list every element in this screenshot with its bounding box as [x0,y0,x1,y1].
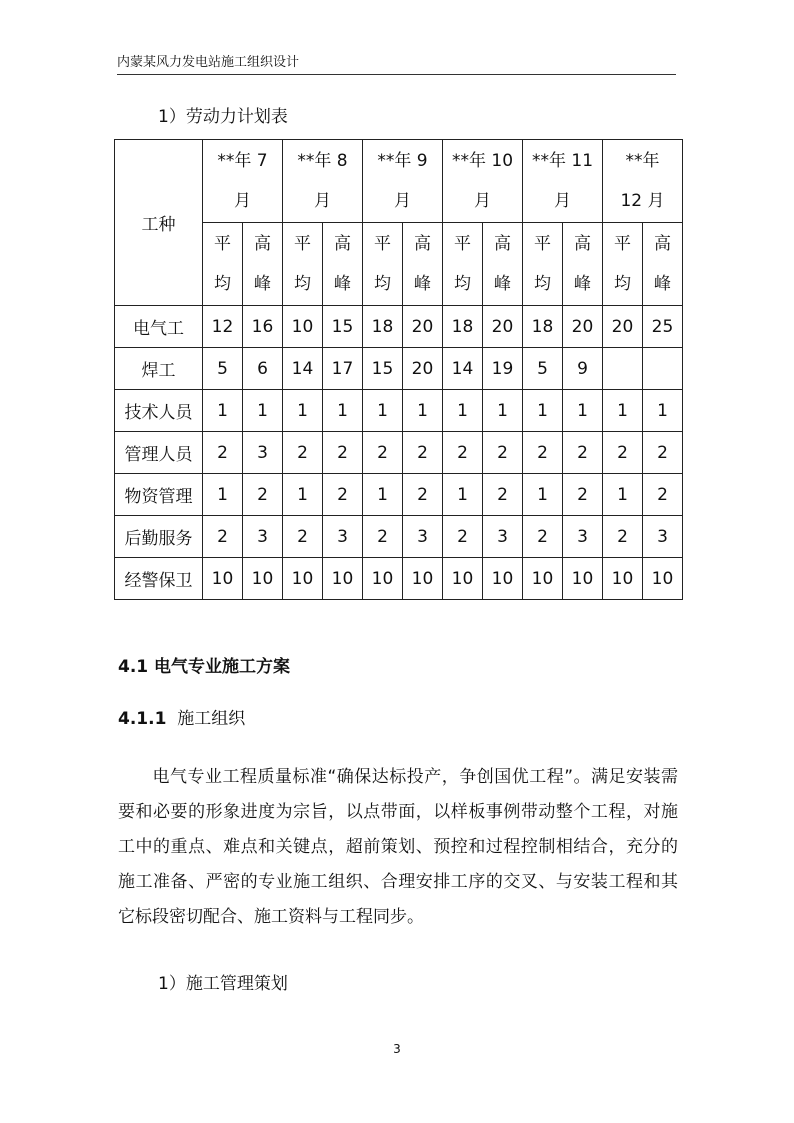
value-cell: 2 [283,516,323,558]
value-cell: 2 [203,516,243,558]
value-cell: 2 [483,474,523,516]
month-header: **年 7 月 [203,140,283,223]
labor-table-body [115,306,683,600]
value-cell: 1 [643,390,683,432]
avg-header: 平 均 [203,223,243,306]
value-cell: 10 [363,558,403,600]
header-title: 内蒙某风力发电站施工组织设计 [117,55,300,70]
value-cell: 1 [403,390,443,432]
value-cell: 10 [643,558,683,600]
value-cell: 3 [323,516,363,558]
value-cell: 20 [483,306,523,348]
value-cell: 2 [603,432,643,474]
value-cell: 2 [643,432,683,474]
avg-header: 平 均 [603,223,643,306]
table-row [115,558,683,600]
peak-header: 高 峰 [323,223,363,306]
running-header [117,55,676,75]
value-cell: 2 [363,432,403,474]
table-row [115,348,683,390]
value-cell: 15 [363,348,403,390]
value-cell: 1 [523,390,563,432]
value-cell: 2 [203,432,243,474]
value-cell: 20 [403,306,443,348]
value-cell: 2 [403,474,443,516]
value-cell: 1 [443,474,483,516]
value-cell: 1 [483,390,523,432]
worker-type-cell: 电气工 [115,306,203,348]
value-cell: 10 [443,558,483,600]
page-number: 3 [393,1042,401,1056]
worker-type-cell: 焊工 [115,348,203,390]
value-cell: 12 [203,306,243,348]
worker-type-cell: 物资管理 [115,474,203,516]
value-cell: 1 [563,390,603,432]
corner-cell: 工种 [115,140,203,306]
value-cell: 16 [243,306,283,348]
section-title: 电气专业施工方案 [154,657,291,677]
value-cell: 2 [443,516,483,558]
value-cell: 10 [203,558,243,600]
sub-caption: 1）施工管理策划 [158,974,288,994]
month-header: **年 10 月 [443,140,523,223]
value-cell: 2 [523,432,563,474]
value-cell: 1 [603,474,643,516]
value-cell: 1 [443,390,483,432]
value-cell: 2 [363,516,403,558]
value-cell: 14 [283,348,323,390]
value-cell: 5 [523,348,563,390]
worker-type-cell: 管理人员 [115,432,203,474]
value-cell: 1 [203,390,243,432]
value-cell: 10 [283,558,323,600]
value-cell: 1 [323,390,363,432]
worker-type-cell: 技术人员 [115,390,203,432]
value-cell: 2 [443,432,483,474]
value-cell: 2 [323,432,363,474]
value-cell: 2 [243,474,283,516]
value-cell: 3 [563,516,603,558]
value-cell: 2 [603,516,643,558]
value-cell: 1 [363,474,403,516]
value-cell: 10 [523,558,563,600]
value-cell: 10 [403,558,443,600]
value-cell: 2 [483,432,523,474]
value-cell: 1 [203,474,243,516]
avg-header: 平 均 [363,223,403,306]
value-cell: 20 [403,348,443,390]
peak-header: 高 峰 [643,223,683,306]
value-cell: 10 [563,558,603,600]
section-heading [118,656,290,678]
table-row [115,516,683,558]
value-cell: 10 [243,558,283,600]
worker-type-cell: 后勤服务 [115,516,203,558]
value-cell: 3 [243,516,283,558]
value-cell: 10 [323,558,363,600]
month-header: **年 11 月 [523,140,603,223]
value-cell: 18 [523,306,563,348]
paragraph-text: 电气专业工程质量标准“确保达标投产，争创国优工程”。满足安装需要和必要的形象进度为宗旨，以点带面，以样板事例带动整个工程，对施工中的重点、难点和关键点，超前策划、预控和过程控制相结合，充分的施工准备、严密的专业施工组织、合理安排工序的交叉、与安装工程和其它标段密切配合、施工资料与工程同步。 [118,767,678,927]
value-cell: 3 [243,432,283,474]
subsection-number: 4.1.1 [118,709,167,729]
value-cell: 25 [643,306,683,348]
value-cell: 1 [603,390,643,432]
peak-header: 高 峰 [483,223,523,306]
subsection-heading [118,708,245,730]
value-cell: 10 [603,558,643,600]
value-cell: 3 [483,516,523,558]
value-cell: 3 [643,516,683,558]
value-cell: 5 [203,348,243,390]
value-cell: 3 [403,516,443,558]
value-cell: 2 [403,432,443,474]
table-row [115,474,683,516]
avg-header: 平 均 [283,223,323,306]
worker-type-cell: 经警保卫 [115,558,203,600]
value-cell: 2 [283,432,323,474]
value-cell [643,348,683,390]
value-cell: 1 [283,390,323,432]
table-row [115,306,683,348]
value-cell: 1 [283,474,323,516]
month-header: **年 8 月 [283,140,363,223]
value-cell: 18 [363,306,403,348]
subsection-title: 施工组织 [177,709,246,729]
value-cell [603,348,643,390]
value-cell: 14 [443,348,483,390]
value-cell: 10 [483,558,523,600]
month-header: **年 9 月 [363,140,443,223]
avg-header: 平 均 [523,223,563,306]
table-row [115,432,683,474]
value-cell: 6 [243,348,283,390]
value-cell: 17 [323,348,363,390]
body-paragraph [118,760,678,935]
labor-plan-table [114,139,683,600]
peak-header: 高 峰 [243,223,283,306]
value-cell: 19 [483,348,523,390]
value-cell: 2 [643,474,683,516]
value-cell: 2 [563,432,603,474]
value-cell: 1 [243,390,283,432]
peak-header: 高 峰 [563,223,603,306]
avg-header: 平 均 [443,223,483,306]
section-number: 4.1 [118,657,149,677]
peak-header: 高 峰 [403,223,443,306]
value-cell: 1 [363,390,403,432]
value-cell: 20 [563,306,603,348]
value-cell: 10 [283,306,323,348]
value-cell: 2 [563,474,603,516]
value-cell: 1 [523,474,563,516]
table-caption: 1）劳动力计划表 [158,107,288,127]
value-cell: 20 [603,306,643,348]
value-cell: 2 [523,516,563,558]
month-header: **年 12 月 [603,140,683,223]
table-row [115,390,683,432]
value-cell: 9 [563,348,603,390]
value-cell: 2 [323,474,363,516]
value-cell: 15 [323,306,363,348]
value-cell: 18 [443,306,483,348]
